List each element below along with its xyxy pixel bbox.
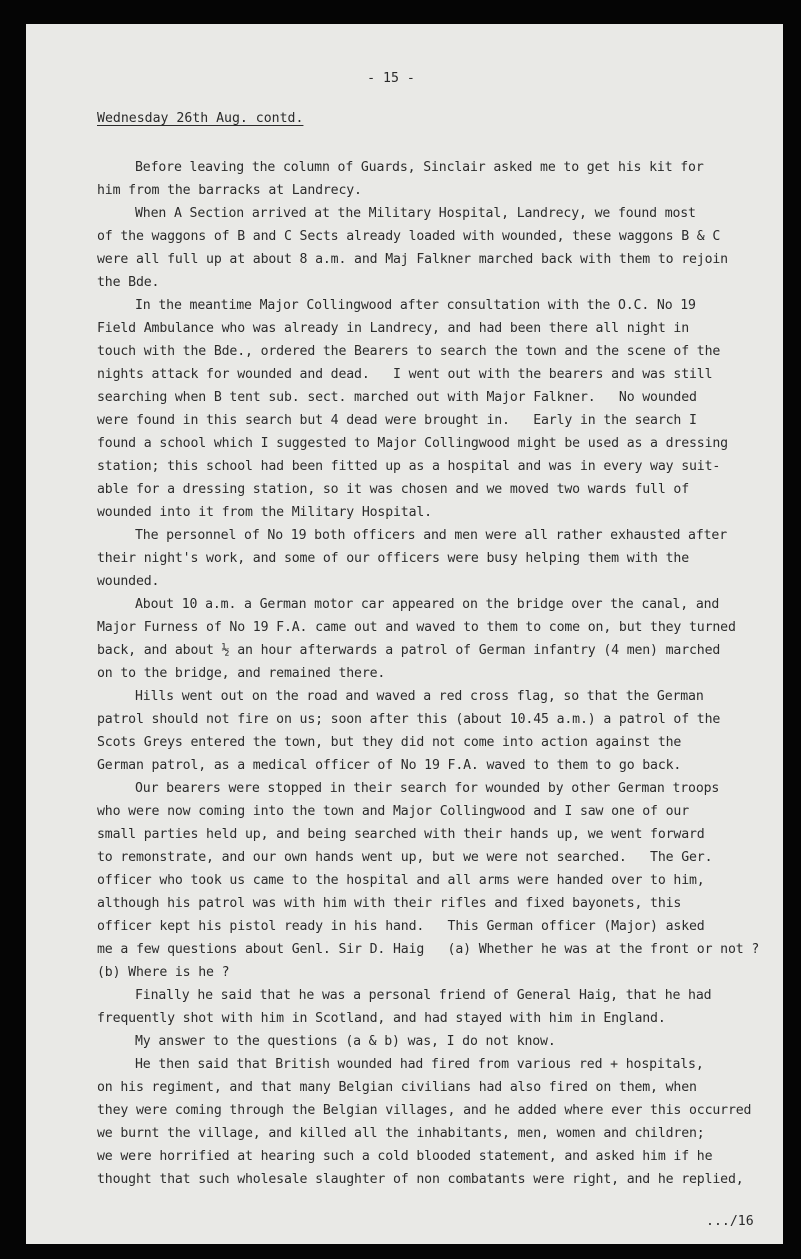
text-line: to remonstrate, and our own hands went up, but we were not searched. The Ger. <box>97 850 713 865</box>
document-page <box>26 24 783 1244</box>
text-line: patrol should not fire on us; soon after this (about 10.45 a.m.) a patrol of the <box>97 712 721 727</box>
text-line: on his regiment, and that many Belgian civilians had also fired on them, when <box>97 1080 697 1095</box>
text-line: wounded. <box>97 574 160 589</box>
text-line: wounded into it from the Military Hospital. <box>97 505 432 520</box>
text-line: him from the barracks at Landrecy. <box>97 183 362 198</box>
text-line: Scots Greys entered the town, but they did not come into action against the <box>97 735 682 750</box>
section-heading: Wednesday 26th Aug. contd. <box>97 111 304 126</box>
text-line: Major Furness of No 19 F.A. came out and waved to them to come on, but they turned <box>97 620 736 635</box>
text-line: who were now coming into the town and Major Collingwood and I saw one of our <box>97 804 690 819</box>
text-line: found a school which I suggested to Major Collingwood might be used as a dressing <box>97 436 728 451</box>
text-line: officer who took us came to the hospital and all arms were handed over to him, <box>97 873 705 888</box>
continuation-marker: .../16 <box>706 1214 754 1229</box>
text-line: were found in this search but 4 dead were brought in. Early in the search I <box>97 413 697 428</box>
text-line: although his patrol was with him with their rifles and fixed bayonets, this <box>97 896 682 911</box>
text-line: Finally he said that he was a personal friend of General Haig, that he had <box>135 988 712 1003</box>
text-line: we burnt the village, and killed all the inhabitants, men, women and children; <box>97 1126 705 1141</box>
text-line: Before leaving the column of Guards, Sinclair asked me to get his kit for <box>135 160 704 175</box>
text-line: The personnel of No 19 both officers and men were all rather exhausted after <box>135 528 728 543</box>
text-line: Our bearers were stopped in their search for wounded by other German troops <box>135 781 720 796</box>
text-line: thought that such wholesale slaughter of non combatants were right, and he replied, <box>97 1172 744 1187</box>
text-line: their night's work, and some of our officers were busy helping them with the <box>97 551 690 566</box>
text-line: back, and about ½ an hour afterwards a patrol of German infantry (4 men) marched <box>97 643 721 658</box>
text-line: Hills went out on the road and waved a red cross flag, so that the German <box>135 689 704 704</box>
text-line: (b) Where is he ? <box>97 965 230 980</box>
text-line: My answer to the questions (a & b) was, I do not know. <box>135 1034 556 1049</box>
text-line: searching when B tent sub. sect. marched out with Major Falkner. No wounded <box>97 390 697 405</box>
text-line: able for a dressing station, so it was chosen and we moved two wards full of <box>97 482 690 497</box>
text-line: of the waggons of B and C Sects already loaded with wounded, these waggons B & C <box>97 229 721 244</box>
text-line: In the meantime Major Collingwood after consultation with the O.C. No 19 <box>135 298 696 313</box>
text-line: When A Section arrived at the Military Hospital, Landrecy, we found most <box>135 206 696 221</box>
text-line: About 10 a.m. a German motor car appeared on the bridge over the canal, and <box>135 597 720 612</box>
text-line: station; this school had been fitted up as a hospital and was in every way suit- <box>97 459 721 474</box>
text-line: me a few questions about Genl. Sir D. Haig (a) Whether he was at the front or not ? <box>97 942 760 957</box>
text-line: on to the bridge, and remained there. <box>97 666 386 681</box>
text-line: the Bde. <box>97 275 160 290</box>
page-number: - 15 - <box>367 71 415 86</box>
text-line: were all full up at about 8 a.m. and Maj Falkner marched back with them to rejoin <box>97 252 728 267</box>
text-line: we were horrified at hearing such a cold blooded statement, and asked him if he <box>97 1149 713 1164</box>
text-line: they were coming through the Belgian villages, and he added where ever this occurred <box>97 1103 752 1118</box>
text-line: touch with the Bde., ordered the Bearers to search the town and the scene of the <box>97 344 721 359</box>
text-line: German patrol, as a medical officer of No 19 F.A. waved to them to go back. <box>97 758 682 773</box>
text-line: He then said that British wounded had fired from various red + hospitals, <box>135 1057 704 1072</box>
text-line: Field Ambulance who was already in Landrecy, and had been there all night in <box>97 321 690 336</box>
text-line: officer kept his pistol ready in his hand. This German officer (Major) asked <box>97 919 705 934</box>
text-line: nights attack for wounded and dead. I went out with the bearers and was still <box>97 367 713 382</box>
text-line: small parties held up, and being searched with their hands up, we went forward <box>97 827 705 842</box>
text-line: frequently shot with him in Scotland, and had stayed with him in England. <box>97 1011 666 1026</box>
